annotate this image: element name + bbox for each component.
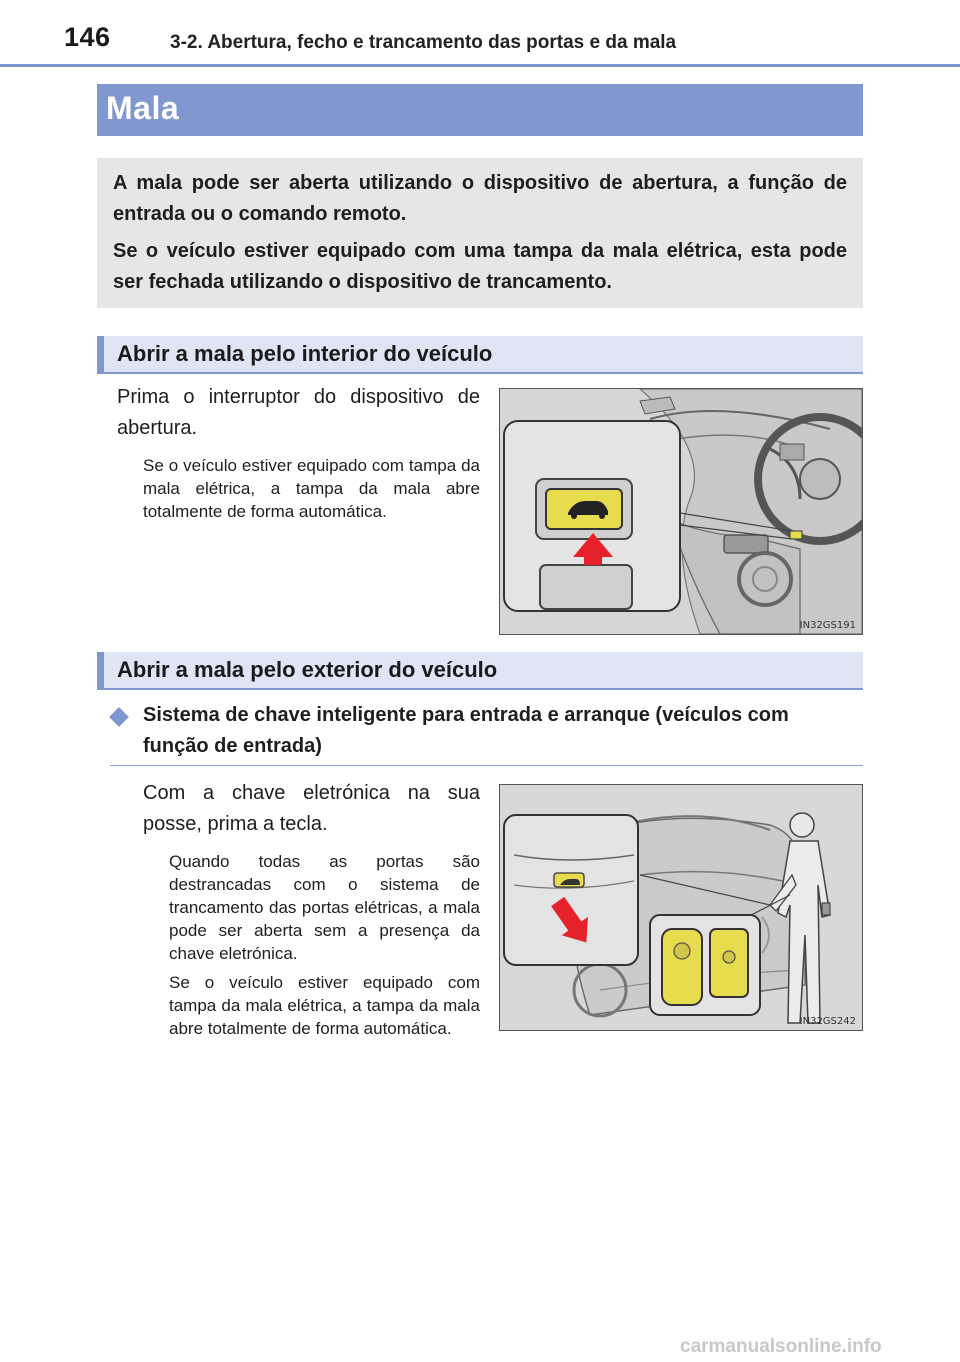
subsection-accent [97,336,104,372]
subsection-header-interior [97,336,863,374]
interior-illustration [499,388,863,635]
intro-paragraph: Se o veículo estiver equipado com uma tampa da mala elétrica, esta pode ser fechada utilizando o dispositivo de trancamento. [113,240,847,293]
section-title: Mala [106,90,180,126]
exterior-note-text: Quando todas as portas são destrancadas com o sistema de trancamento das portas elétricas, a mala pode ser aberta sem a presença da chave eletrónica. [169,852,480,963]
subsection-title: Abrir a mala pelo exterior do veículo [117,657,498,682]
exterior-instruction: Com a chave eletrónica na sua posse, prima a tecla. [143,782,480,835]
subsection-title: Abrir a mala pelo interior do veículo [117,341,493,366]
interior-note [143,454,480,529]
intro-paragraph: A mala pode ser aberta utilizando o dispositivo de abertura, a função de entrada ou o comando remoto. [113,172,847,225]
exterior-illustration [499,784,863,1031]
intro-box [97,158,863,308]
header-rule [0,64,960,67]
figure-code: IN32GS242 [799,1016,856,1027]
interior-instruction: Prima o interruptor do dispositivo de abertura. [117,386,480,439]
bullet-heading: Sistema de chave inteligente para entrada e arranque (veículos com função de entrada) [143,704,789,757]
page-number: 146 [64,22,111,52]
bullet-rule [110,765,863,766]
exterior-notes [169,850,480,1046]
figure-code: IN32GS191 [799,620,856,631]
interior-illustration-drawing [500,389,862,634]
exterior-illustration-drawing [500,785,862,1030]
interior-note-text: Se o veículo estiver equipado com tampa da mala elétrica, a tampa da mala abre totalmente de forma automática. [143,456,480,521]
running-header: 3-2. Abertura, fecho e trancamento das portas e da mala [170,32,677,53]
exterior-note-text: Se o veículo estiver equipado com tampa da mala elétrica, a tampa da mala abre totalmente de forma automática. [169,973,480,1038]
subsection-header-exterior [97,652,863,690]
subsection-accent [97,652,104,688]
diamond-bullet-icon [109,707,129,727]
watermark-link[interactable]: carmanualsonline.info [680,1336,882,1357]
section-banner [97,84,863,136]
